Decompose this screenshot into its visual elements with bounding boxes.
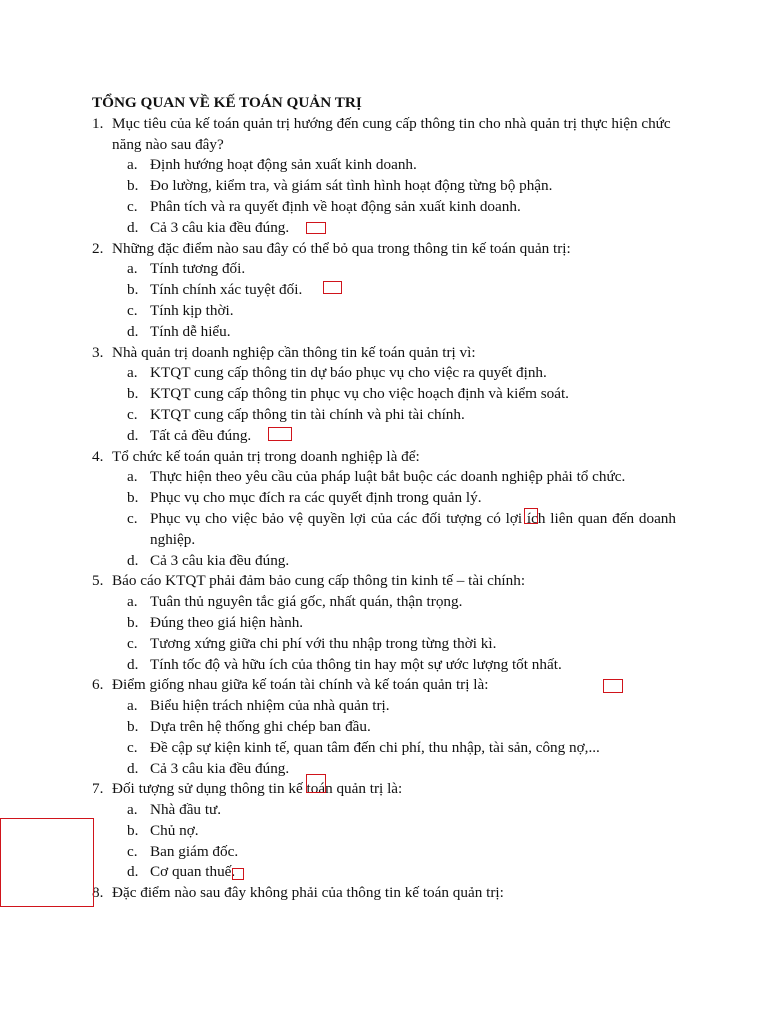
option-7b: b. Chủ nợ. (127, 821, 199, 839)
question-text: Báo cáo KTQT phải đảm bảo cung cấp thông tin kinh tế – tài chính: (112, 572, 526, 590)
question-text: Tổ chức kế toán quản trị trong doanh nghiệp là để: (112, 447, 420, 465)
option-2b: b. Tính chính xác tuyệt đối. (127, 281, 303, 299)
document-title: TỔNG QUAN VỀ KẾ TOÁN QUẢN TRỊ (92, 94, 362, 111)
question-6 (92, 675, 676, 696)
question-text: Điểm giống nhau giữa kế toán tài chính và kế toán quản trị là: (112, 676, 489, 694)
answer-mark-q6 (306, 774, 326, 793)
question-number: 2. (92, 239, 104, 257)
question-number: 6. (92, 676, 104, 694)
question-text: Những đặc điểm nào sau đây có thể bỏ qua trong thông tin kế toán quản trị: (112, 239, 571, 257)
answer-mark-q3 (268, 427, 292, 441)
option-3b: b. KTQT cung cấp thông tin phục vụ cho việc hoạch định và kiểm soát. (127, 385, 569, 403)
answer-mark-q1 (306, 222, 326, 234)
document-page (92, 93, 676, 904)
option-1a: a. Định hướng hoạt động sản xuất kinh doanh. (127, 156, 417, 174)
question-number: 8. (92, 884, 104, 902)
option-2c: c. Tính kịp thời. (127, 301, 234, 319)
option-7a: a. Nhà đầu tư. (127, 801, 222, 819)
option-3a: a. KTQT cung cấp thông tin dự báo phục vụ cho việc ra quyết định. (127, 364, 547, 382)
answer-mark-q2 (323, 281, 342, 294)
option-6c: c. Đề cập sự kiện kinh tế, quan tâm đến chi phí, thu nhập, tài sản, công nợ,... (127, 738, 600, 756)
option-7c: c. Ban giám đốc. (127, 842, 239, 860)
option-6b: b. Dựa trên hệ thống ghi chép ban đầu. (127, 717, 371, 735)
question-text: Mục tiêu của kế toán quản trị hướng đến cung cấp thông tin cho nhà quản trị thực hiện chức năng nào sau đây? (112, 114, 671, 153)
option-5a: a. Tuân thủ nguyên tắc giá gốc, nhất quán, thận trọng. (127, 593, 463, 611)
question-8 (92, 883, 676, 904)
answer-mark-q4 (524, 508, 538, 524)
question-7 (92, 779, 676, 800)
option-3c: c. KTQT cung cấp thông tin tài chính và phi tài chính. (127, 405, 465, 423)
question-text: Đối tượng sử dụng thông tin kế toán quản trị là: (112, 780, 403, 798)
question-number: 7. (92, 780, 104, 798)
option-4d: d. Cả 3 câu kia đều đúng. (127, 551, 290, 569)
question-2 (92, 239, 676, 260)
option-4b: b. Phục vụ cho mục đích ra các quyết định trong quản lý. (127, 489, 482, 507)
option-5b: b. Đúng theo giá hiện hành. (127, 613, 304, 631)
question-text: Đặc điểm nào sau đây không phải của thông tin kế toán quản trị: (112, 884, 504, 902)
question-number: 5. (92, 572, 104, 590)
option-1b: b. Đo lường, kiểm tra, và giám sát tình hình hoạt động từng bộ phận. (127, 177, 553, 195)
option-1c: c. Phân tích và ra quyết định về hoạt động sản xuất kinh doanh. (127, 197, 521, 215)
margin-mark-box (0, 818, 94, 907)
option-4c: c. Phục vụ cho việc bảo vệ quyền lợi của các đối tượng có lợi ích liên quan đến doanh nghiệp. (127, 509, 676, 548)
option-6d: d. Cả 3 câu kia đều đúng. (127, 759, 290, 777)
option-5c: c. Tương xứng giữa chi phí với thu nhập trong từng thời kì. (127, 634, 497, 652)
question-text: Nhà quản trị doanh nghiệp cần thông tin kế toán quản trị vì: (112, 343, 476, 361)
question-3 (92, 343, 676, 364)
option-2d: d. Tính dễ hiểu. (127, 322, 231, 340)
question-1 (92, 114, 676, 156)
option-4a: a. Thực hiện theo yêu cầu của pháp luật bắt buộc các doanh nghiệp phải tổ chức. (127, 468, 626, 486)
option-2a: a. Tính tương đối. (127, 260, 246, 278)
answer-mark-q7c (232, 868, 244, 880)
question-number: 1. (92, 114, 104, 132)
option-5d: d. Tính tốc độ và hữu ích của thông tin hay một sự ước lượng tốt nhất. (127, 655, 562, 673)
answer-mark-q5 (603, 679, 623, 693)
option-3d: d. Tất cả đều đúng. (127, 426, 252, 444)
question-number: 4. (92, 447, 104, 465)
option-6a: a. Biểu hiện trách nhiệm của nhà quản trị. (127, 697, 390, 715)
option-1d: d. Cả 3 câu kia đều đúng. (127, 218, 290, 236)
option-7d: d. Cơ quan thuế. (127, 863, 236, 881)
question-5 (92, 571, 676, 592)
question-4 (92, 447, 676, 468)
question-number: 3. (92, 343, 104, 361)
